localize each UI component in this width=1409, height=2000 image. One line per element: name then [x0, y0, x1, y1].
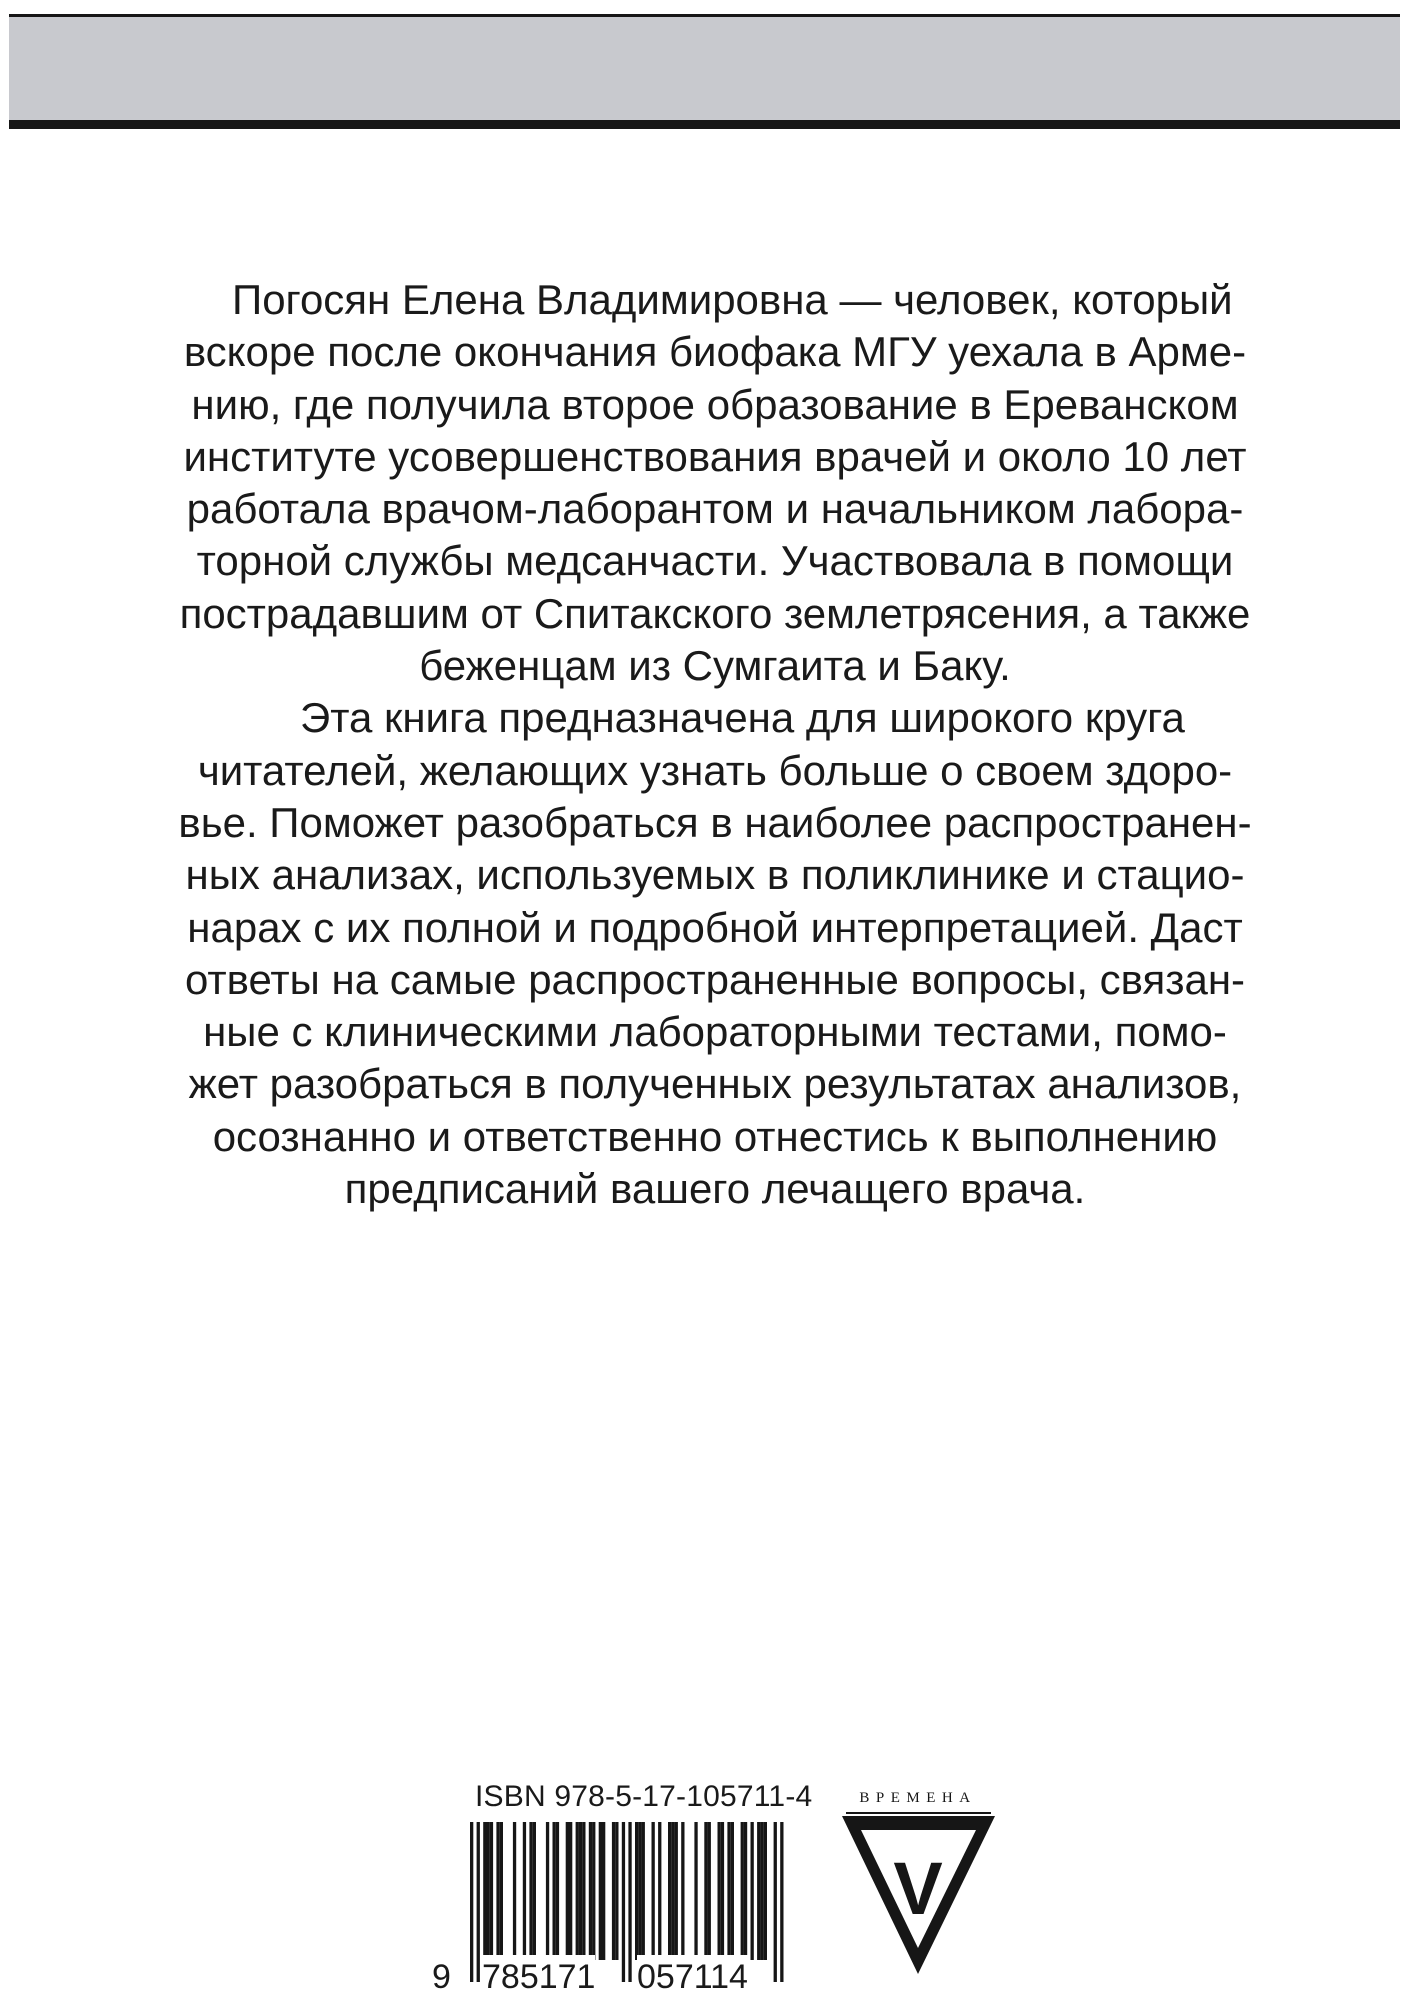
text-line: читателей, желающих узнать больше о своем здоро- [197, 746, 1233, 794]
barcode-bar [533, 1822, 536, 1960]
text-line: Эта книга предназначена для широкого круга [300, 694, 1185, 742]
text-line: ные с клиническими лабораторными тестами, помо- [203, 1008, 1227, 1056]
text-line: институте усовершенствования врачей и около 10 лет [183, 432, 1247, 480]
barcode-bar [704, 1822, 707, 1960]
barcode-bar [599, 1822, 602, 1960]
barcode-bar [694, 1822, 697, 1960]
barcode-bar [721, 1822, 724, 1960]
barcode-bar [569, 1822, 572, 1960]
barcode-bar [708, 1822, 711, 1960]
barcode-bar [576, 1822, 579, 1960]
barcode-bar [579, 1822, 582, 1960]
barcode-bar [483, 1822, 486, 1960]
barcode-bar [760, 1822, 763, 1960]
publisher-logo-text: ВРЕМЕНА [859, 1790, 977, 1806]
text-line: пострадавшим от Спитакского землетрясения, а также [179, 589, 1251, 637]
barcode-bar [635, 1822, 638, 1960]
barcode-bar [487, 1822, 490, 1960]
book-description [150, 274, 1280, 1215]
barcode-bar [741, 1822, 744, 1960]
barcode-bar [602, 1822, 605, 1960]
barcode-bar [500, 1822, 503, 1960]
barcode-bar [642, 1822, 645, 1960]
barcode-right-digits: 057114 [637, 1955, 748, 1999]
text-line: жет разобраться в полученных результатах анализов, [188, 1060, 1242, 1108]
barcode-bar [513, 1822, 516, 1960]
text-line: ных анализах, используемых в поликлинике и стацио- [185, 851, 1245, 899]
text-line: торной службы медсанчасти. Участвовала в помощи [196, 537, 1234, 585]
barcode-bar [675, 1822, 678, 1960]
barcode-bar [582, 1822, 585, 1960]
barcode-left-digits: 785171 [482, 1955, 595, 1999]
barcode-bar [556, 1822, 559, 1960]
barcode-bar [751, 1822, 754, 1960]
text-line: предписаний вашего лечащего врача. [344, 1165, 1086, 1213]
barcode-bar [592, 1822, 595, 1960]
barcode-bar [589, 1822, 592, 1960]
barcode-bar [764, 1822, 767, 1960]
barcode-bar [744, 1822, 747, 1960]
barcode-bar [681, 1822, 684, 1960]
barcode-bar [757, 1822, 760, 1960]
text-line: нию, где получила второе образование в Ереванском [191, 380, 1239, 428]
barcode-bar [523, 1822, 526, 1960]
barcode-digits [432, 1955, 812, 1999]
barcode-bar [546, 1822, 549, 1960]
text-line: беженцам из Сумгаита и Баку. [419, 642, 1011, 690]
text-line: работала врачом-лаборантом и начальником лабора- [186, 485, 1244, 533]
text-line: вскоре после окончания биофака МГУ уехала в Арме- [183, 328, 1247, 376]
top-gray-band [9, 14, 1400, 129]
barcode-bar [718, 1822, 721, 1960]
barcode-bar [668, 1822, 671, 1960]
text-line: осознанно и ответственно отнестись к выполнению [212, 1112, 1218, 1160]
barcode-bar [671, 1822, 674, 1960]
barcode-bar [658, 1822, 661, 1960]
barcode-bar [638, 1822, 641, 1960]
barcode-bar [731, 1822, 734, 1960]
barcode-bar [612, 1822, 615, 1960]
text-line: вье. Поможет разобраться в наиболее распространен- [178, 798, 1252, 846]
publisher-logo-icon [836, 1780, 1001, 1976]
text-line: нарах с их полной и подробной интерпретацией. Даст [187, 903, 1243, 951]
isbn-label: ISBN 978-5-17-105711-4 [475, 1780, 813, 1813]
text-line: Погосян Елена Владимировна — человек, который [232, 276, 1233, 323]
barcode-bar [566, 1822, 569, 1960]
publisher-logo-letter: V [893, 1847, 943, 1930]
barcode-bar [490, 1822, 493, 1960]
barcode-bar [652, 1822, 655, 1960]
barcode-bar [496, 1822, 499, 1960]
text-line: ответы на самые распространенные вопросы, связан- [184, 955, 1246, 1003]
barcode-first-digit: 9 [432, 1955, 451, 1999]
barcode-bar [553, 1822, 556, 1960]
barcode-bar [615, 1822, 618, 1960]
barcode-bar [529, 1822, 532, 1960]
barcode-bar [727, 1822, 730, 1960]
